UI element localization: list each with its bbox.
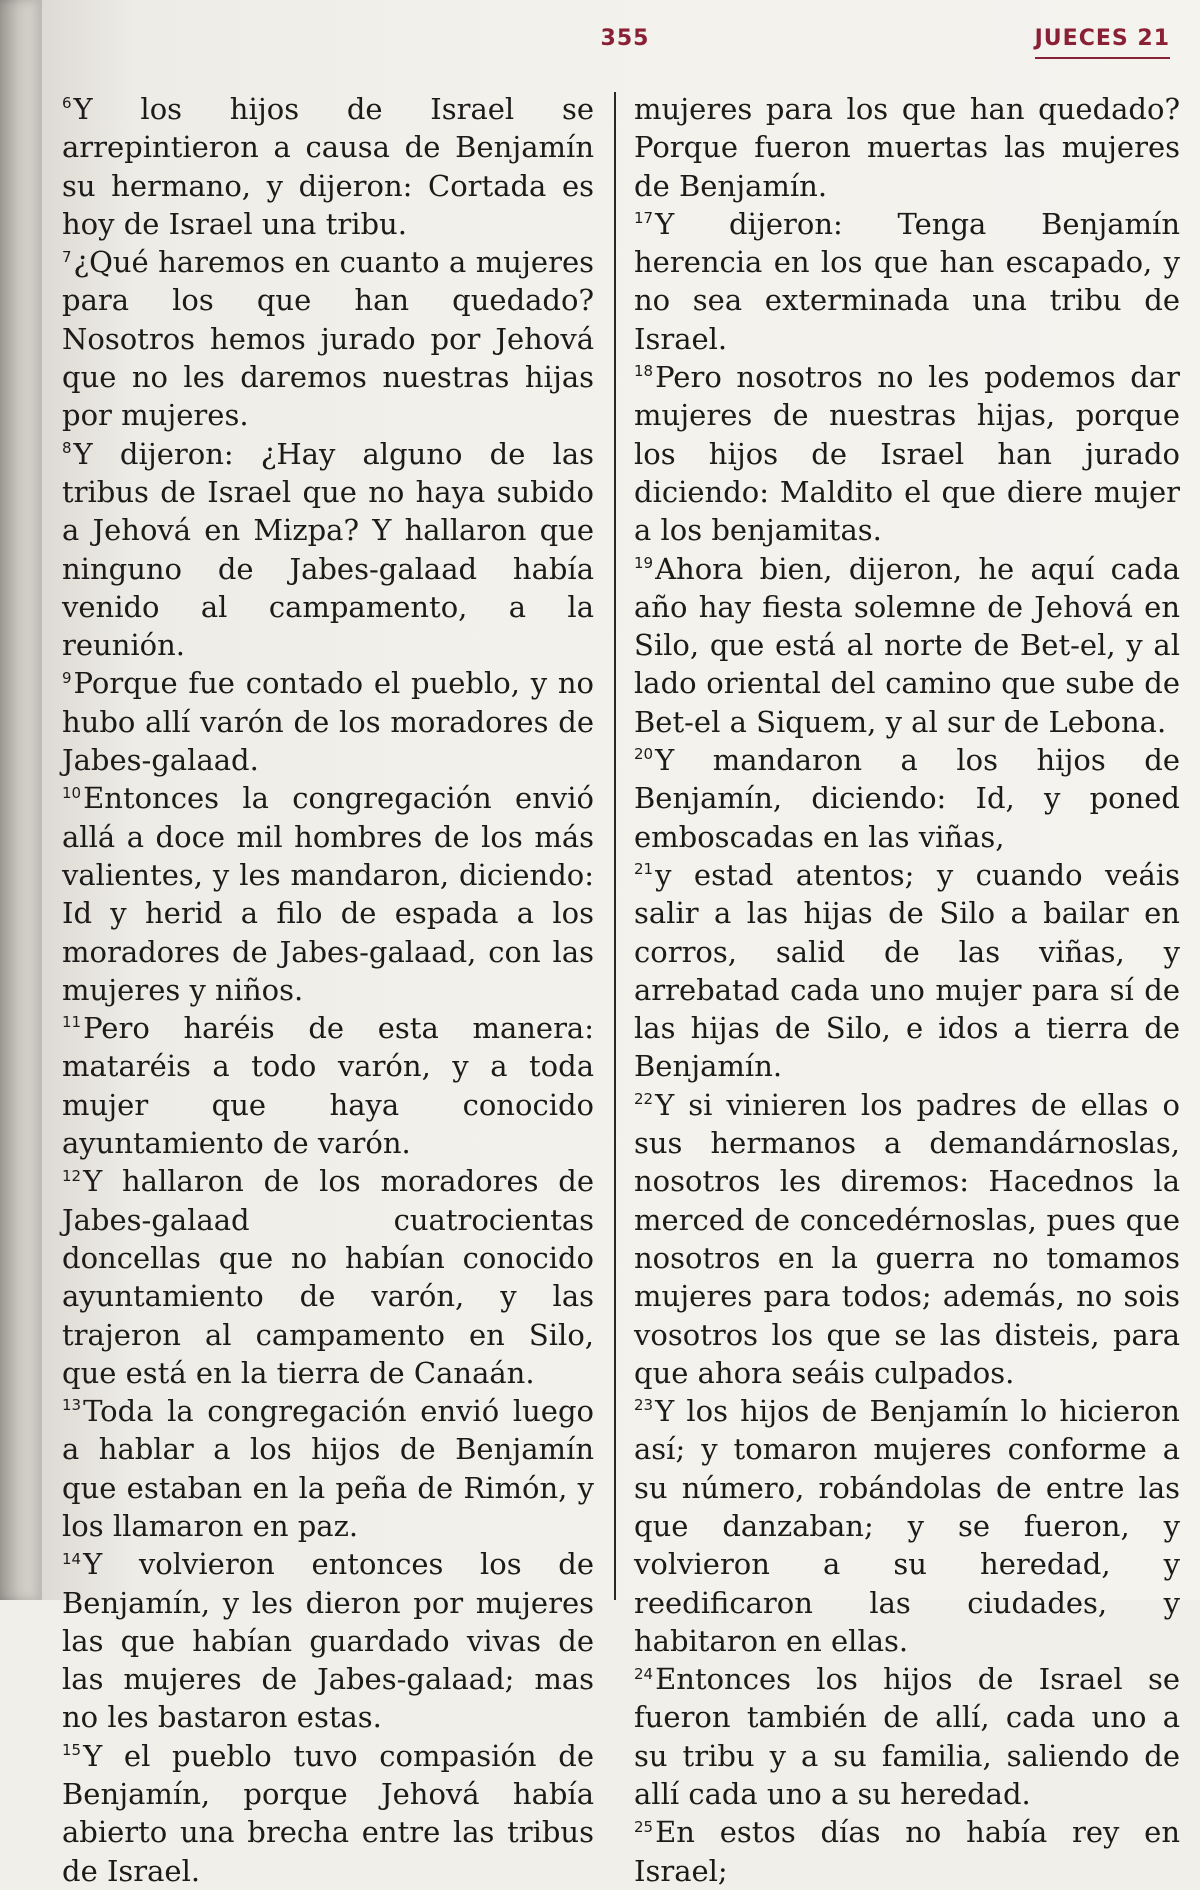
- verse-number: 25: [634, 1817, 654, 1836]
- verse-number: 23: [634, 1396, 654, 1415]
- verse-text: Y los hijos de Israel se arrepintieron a causa de Benjamín su hermano, y dijeron: Cortada es hoy de Israel una tribu.: [62, 92, 594, 241]
- verse-text: Y hallaron de los moradores de Jabes-galaad cuatrocientas doncellas que no habían conocido ayuntamiento de varón, y las trajeron al campamento en Silo, que está en la tierra de Canaán.: [62, 1164, 594, 1390]
- verse: [62, 243, 594, 434]
- verse-text: Y si vinieren los padres de ellas o sus hermanos a demandárnoslas, nosotros les diremos: Hacednos la merced de concedérnoslas, pues que nosotros en la guerra no tomamos mujeres para todos; además, no sois vosotros los que se las disteis, para que ahora seáis culpados.: [634, 1087, 1180, 1390]
- left-column: [62, 90, 594, 1890]
- verse-text: mujeres para los que han quedado? Porque fueron muertas las mujeres de Benjamín.: [634, 92, 1180, 203]
- verse-number: 21: [634, 860, 654, 879]
- verse-text: Y dijeron: ¿Hay alguno de las tribus de Israel que no haya subido a Jehová en Mizpa? Y hallaron que ninguno de Jabes-galaad había venido al campamento, a la reunión.: [62, 436, 594, 663]
- verse-text: Pero nosotros no les podemos dar mujeres de nuestras hijas, porque los hijos de Israel han jurado diciendo: Maldito el que diere mujer a los benjamitas.: [634, 360, 1180, 548]
- column-divider: [614, 92, 616, 1600]
- verse-text: Entonces la congregación envió allá a doce mil hombres de los más valientes, y les mandaron, diciendo: Id y herid a filo de espada a los moradores de Jabes-galaad, con las mujeres y niños.: [62, 781, 594, 1007]
- verse-text: Y volvieron entonces los de Benjamín, y les dieron por mujeres las que habían guardado vivas de las mujeres de Jabes-galaad; mas no les bastaron estas.: [62, 1547, 594, 1735]
- verse: [62, 1737, 594, 1890]
- verse-number: 10: [62, 783, 82, 802]
- verse-text: Y el pueblo tuvo compasión de Benjamín, porque Jehová había abierto una brecha entre las tribus de Israel.: [62, 1738, 594, 1888]
- verse-number: 20: [634, 745, 654, 764]
- verse-text: Entonces los hijos de Israel se fueron también de allí, cada uno a su tribu y a su familia, saliendo de allí cada uno a su heredad.: [634, 1662, 1180, 1812]
- verse-text: Ahora bien, dijeron, he aquí cada año hay fiesta solemne de Jehová en Silo, que está al norte de Bet-el, y al lado oriental del camino que sube de Bet-el a Siquem, y al sur de Lebona.: [634, 551, 1180, 739]
- verse: [634, 1392, 1180, 1660]
- verse-number: 6: [62, 94, 72, 113]
- verse-text: Y dijeron: Tenga Benjamín herencia en los que han escapado, y no sea exterminada una tribu de Israel.: [634, 206, 1180, 356]
- verse-number: 17: [634, 209, 654, 228]
- verse-number: 9: [62, 668, 72, 687]
- verse: [634, 741, 1180, 856]
- verse-continuation: [634, 90, 1180, 205]
- verse: [62, 1009, 594, 1162]
- verse-number: 22: [634, 1090, 654, 1109]
- verse: [634, 856, 1180, 1086]
- verse-number: 11: [62, 1013, 82, 1032]
- adjacent-page-edge: [0, 0, 42, 1600]
- running-head: JUECES 21: [1035, 26, 1170, 59]
- verse-number: 24: [634, 1664, 654, 1683]
- verse-number: 18: [634, 362, 654, 381]
- verse: [634, 1086, 1180, 1392]
- verse-text: Porque fue contado el pueblo, y no hubo allí varón de los moradores de Jabes-galaad.: [62, 666, 594, 778]
- verse-text: y estad atentos; y cuando veáis salir a las hijas de Silo a bailar en corros, salid de las viñas, y arrebatad cada uno mujer para sí de las hijas de Silo, e idos a tierra de Benjamín.: [634, 857, 1180, 1084]
- verse: [634, 358, 1180, 549]
- verse: [62, 1545, 594, 1736]
- verse-text: En estos días no había rey en Israel;: [634, 1815, 1180, 1888]
- verse-text: Y mandaron a los hijos de Benjamín, diciendo: Id, y poned emboscadas en las viñas,: [634, 743, 1180, 854]
- verse-text: Toda la congregación envió luego a hablar a los hijos de Benjamín que estaban en la peña de Rimón, y los llamaron en paz.: [62, 1394, 594, 1543]
- verse-number: 12: [62, 1166, 82, 1185]
- verse-text: Y los hijos de Benjamín lo hicieron así; y tomaron mujeres conforme a su número, robándolas de entre las que danzaban; y se fueron, y volvieron a su heredad, y reedificaron las ciudades, y habitaron en ellas.: [634, 1394, 1180, 1658]
- verse-number: 7: [62, 247, 72, 266]
- verse-number: 15: [62, 1741, 82, 1760]
- verse: [634, 550, 1180, 741]
- right-column: [634, 90, 1180, 1890]
- verse: [62, 90, 594, 243]
- verse: [62, 435, 594, 665]
- verse: [634, 1813, 1180, 1890]
- verse-number: 14: [62, 1549, 82, 1568]
- verse-number: 13: [62, 1396, 82, 1415]
- verse-number: 19: [634, 553, 654, 572]
- verse: [62, 779, 594, 1009]
- page-number: 355: [600, 26, 650, 51]
- verse: [62, 1392, 594, 1545]
- verse: [634, 1660, 1180, 1813]
- verse: [634, 205, 1180, 358]
- verse: [62, 1162, 594, 1392]
- verse: [62, 664, 594, 779]
- verse-text: ¿Qué haremos en cuanto a mujeres para los que han quedado? Nosotros hemos jurado por Jehová que no les daremos nuestras hijas por mujeres.: [62, 245, 594, 433]
- verse-text: Pero haréis de esta manera: mataréis a todo varón, y a toda mujer que haya conocido ayuntamiento de varón.: [62, 1011, 594, 1161]
- verse-number: 8: [62, 439, 72, 458]
